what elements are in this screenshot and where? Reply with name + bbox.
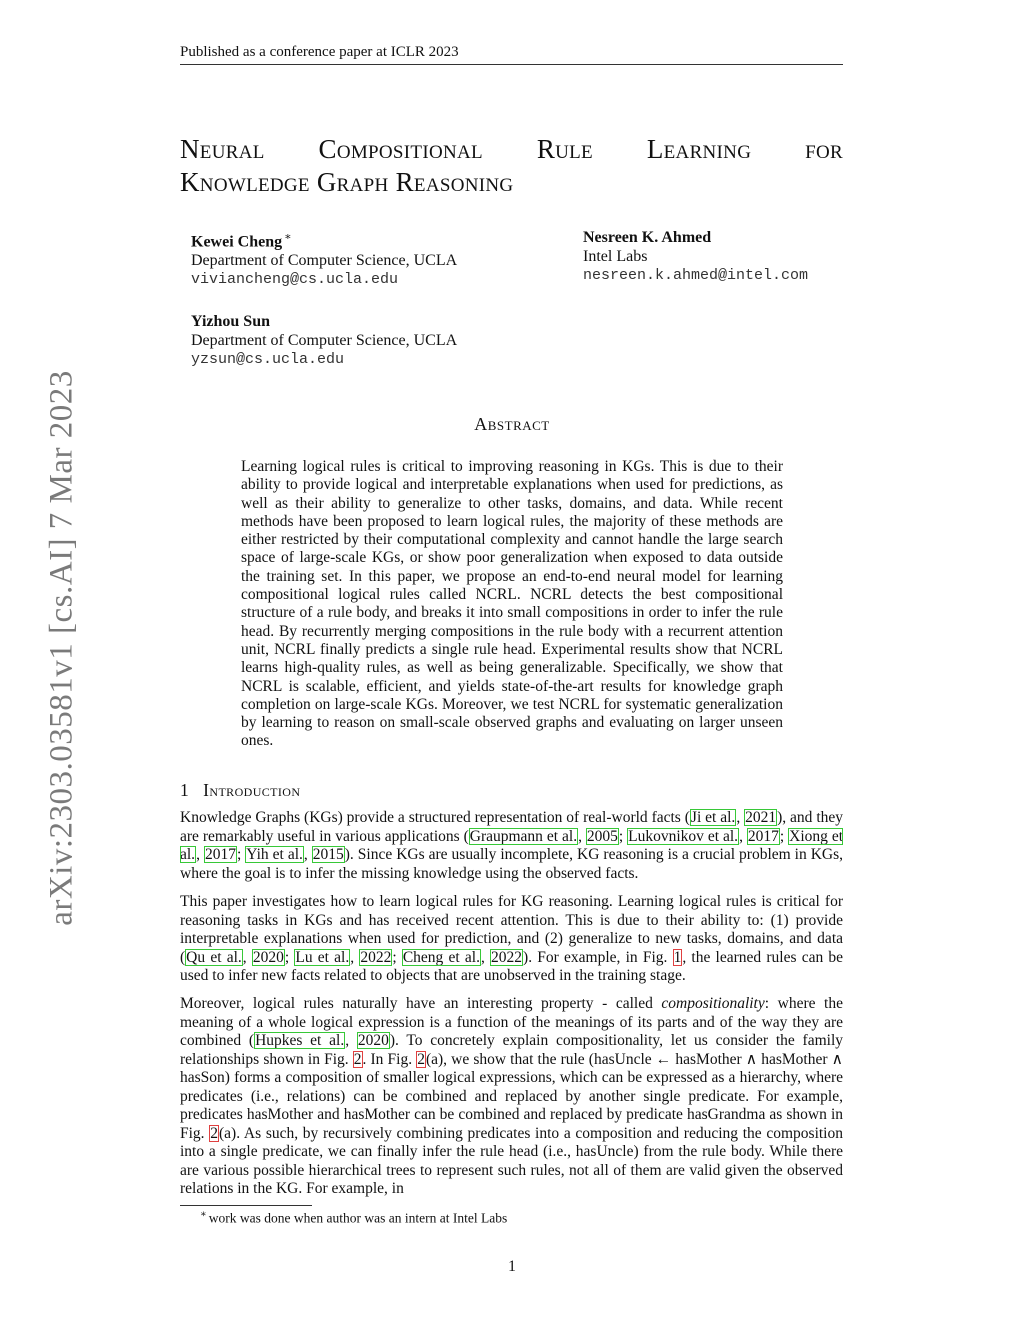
citation-link[interactable]: Cheng et al.	[402, 948, 480, 966]
figure-reference-link[interactable]: 2	[417, 1050, 425, 1068]
running-head: Published as a conference paper at ICLR 2023	[180, 44, 843, 65]
citation-link[interactable]: 2022	[491, 948, 523, 966]
author-block	[583, 228, 808, 285]
intro-paragraph-2: This paper investigates how to learn logical rules for KG reasoning. Learning logical rules is critical for reasoning tasks in KGs and has received recent attention. This is due to their ability to: (1) provide interpretable explanations when used for prediction, and (2) generalize to new tasks, domains, and data (Qu et al., 2020; Lu et al., 2022; Cheng et al., 2022). For example, in Fig. 1, the learned rules can be used to infer new facts related to objects that are unobserved in the training stage.	[180, 893, 844, 984]
intro-paragraph-3: Moreover, logical rules naturally have an interesting property - called compositionality: where the meaning of a whole logical expression is a function of the meanings of its parts and of the way they are combined (Hupkes et al., 2020). To concretely explain compositionality, let us consider the family relationships shown in Fig. 2. In Fig. 2(a), we show that the rule (hasUncle ← hasMother ∧ hasMother ∧ hasSon) forms a composition of smaller logical expressions, which can be expressed as a hierarchy, where predicates (i.e., relations) can be combined and replaced by another single predicate. For example, predicates hasMother and hasMother can be combined and replaced by predicate hasGrandma as shown in Fig. 2(a). As such, by recursively combining predicates into a composition and reducing the composition into a single predicate, we can finally infer the rule head (i.e., hasUncle) from the rule body. While there are various possible hierarchical trees to represent such rules, not all of them are valid given the observed relations in the KG. For example, in	[180, 995, 844, 1197]
citation-link[interactable]: 2017	[204, 846, 236, 863]
emphasis: compositionality	[661, 995, 765, 1012]
figure-reference-link[interactable]: 2	[210, 1124, 218, 1142]
author-affiliation: Intel Labs	[583, 248, 648, 265]
author-affiliation: Department of Computer Science, UCLA	[191, 332, 458, 349]
citation-link[interactable]: Lukovnikov et al.	[628, 827, 739, 845]
citation-link[interactable]: Qu et al.	[186, 948, 242, 966]
citation-link[interactable]: Yih et al.	[246, 846, 303, 863]
title-word: Compositional	[318, 134, 483, 164]
footnote-text: work was done when author was an intern at Intel Labs	[208, 1210, 508, 1226]
arxiv-side-stamp: arXiv:2303.03581v1 [cs.AI] 7 Mar 2023	[43, 370, 80, 926]
section-title: Introduction	[203, 780, 301, 800]
author-footnote-mark: ∗	[284, 231, 292, 243]
page-number: 1	[508, 1258, 516, 1275]
abstract-heading: Abstract	[474, 414, 550, 434]
figure-reference-link[interactable]: 1	[673, 948, 682, 966]
footnote-mark: ∗	[200, 1209, 207, 1220]
section-heading	[180, 780, 300, 801]
citation-link[interactable]: 2017	[747, 827, 779, 845]
footnote	[200, 1209, 507, 1227]
citation-link[interactable]: 2021	[745, 809, 777, 826]
citation-link[interactable]: Lu et al.	[295, 948, 350, 966]
author-affiliation: Department of Computer Science, UCLA	[191, 252, 458, 270]
footnote-rule	[180, 1205, 312, 1206]
abstract-text: Learning logical rules is critical to improving reasoning in KGs. This is due to their ability to provide logical and interpretable explanations when used for predictions, as well as their ability to generalize to other tasks, domains, and data. While recent methods have been proposed to learn logical rules, the majority of these methods are either restricted by their computational complexity and cannot handle the large search space of large-scale KGs, or show poor generalization when exposed to data outside the training set. In this paper, we propose an end-to-end neural model for learning compositional logical rules called NCRL. NCRL detects the best compositional structure of a rule body, and breaks it into small compositions in order to infer the rule head. By recurrently merging compositions in the rule body with a recurrent attention unit, NCRL finally predicts a single rule head. Experimental results show that NCRL learns high-quality rules, as well as being generalizable. Specifically, we show that NCRL is scalable, efficient, and yields state-of-the-art results for knowledge graph completion on large-scale KGs. Moreover, we test NCRL for systematic generalization by learning to reason on small-scale observed graphs and evaluating on larger unseen ones.	[241, 458, 783, 750]
author-block	[191, 228, 457, 289]
citation-link[interactable]: Xiong et al.	[180, 827, 844, 863]
title-word: Learning	[646, 134, 752, 164]
section-number: 1	[180, 780, 190, 800]
author-name: Yizhou Sun	[191, 313, 270, 330]
author-email: nesreen.k.ahmed@intel.com	[583, 267, 809, 284]
figure-reference-link[interactable]: 2	[353, 1050, 362, 1068]
citation-link[interactable]: Ji et al.	[690, 809, 736, 826]
intro-paragraph-1: Knowledge Graphs (KGs) provide a structured representation of real-world facts (Ji et al., 2021), and they are remarkably useful in various applications (Graupmann et al., 2005; Lukovnikov et al., 2017; Xiong et al., 2017; Yih et al., 2015). Since KGs are usually incomplete, KG reasoning is a crucial problem in KGs, where the goal is to infer the missing knowledge using the observed facts.	[180, 809, 844, 882]
citation-link[interactable]: Graupmann et al.	[469, 827, 578, 845]
citation-link[interactable]: 2022	[360, 948, 392, 966]
citation-link[interactable]: 2005	[586, 827, 618, 845]
title-word: for	[805, 134, 843, 164]
author-email: viviancheng@cs.ucla.edu	[191, 271, 399, 289]
citation-link[interactable]: 2020	[357, 1032, 389, 1049]
author-name: Kewei Cheng	[191, 233, 283, 251]
title-line-1	[180, 133, 843, 166]
paper-title	[180, 133, 843, 199]
title-line-2: Knowledge Graph Reasoning	[180, 167, 514, 197]
author-block	[191, 312, 457, 369]
citation-link[interactable]: 2020	[252, 948, 284, 966]
citation-link[interactable]: Hupkes et al.	[255, 1032, 345, 1049]
author-name: Nesreen K. Ahmed	[583, 229, 712, 246]
title-word: Neural	[180, 134, 265, 164]
title-word: Rule	[536, 134, 593, 164]
citation-link[interactable]: 2015	[312, 846, 344, 863]
author-email: yzsun@cs.ucla.edu	[191, 351, 345, 368]
